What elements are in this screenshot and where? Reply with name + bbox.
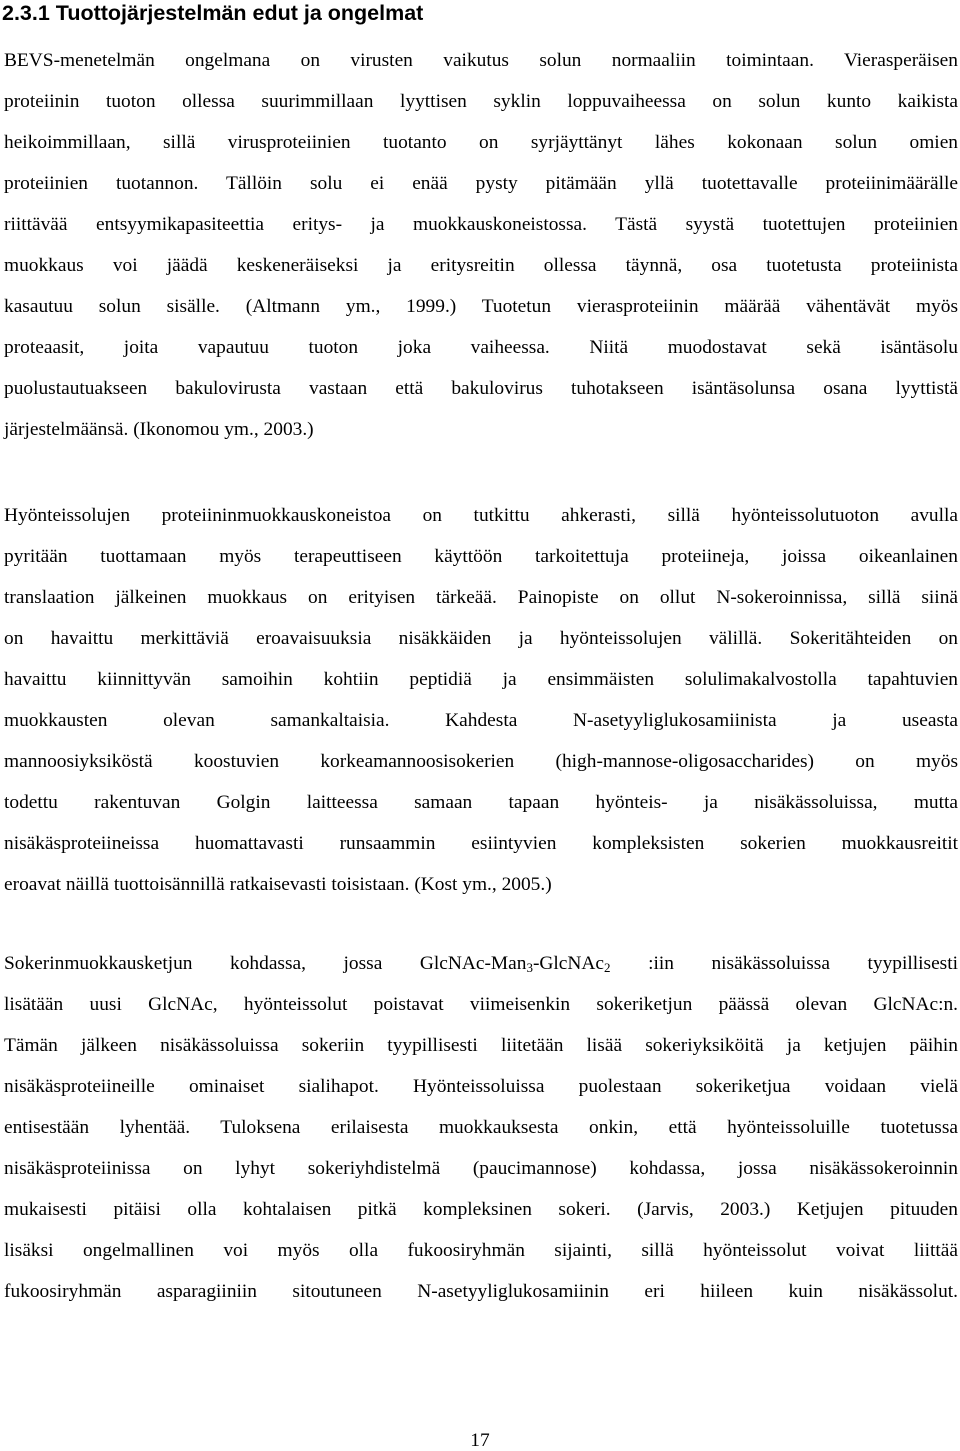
text-line: riittävää entsyymikapasiteettia eritys- ja muokkauskoneistossa. Tästä syystä tuotettujen proteiinien	[4, 214, 958, 235]
text-line: fukoosiryhmän asparagiiniin sitoutuneen N-asetyyliglukosamiinin eri hiileen kuin nisäkässolut.	[4, 1281, 958, 1302]
page-number: 17	[470, 1430, 490, 1451]
text-line: eroavat näillä tuottoisännillä ratkaisevasti toisistaan. (Kost ym., 2005.)	[4, 874, 552, 895]
text-line: entisestään lyhentää. Tuloksena erilaisesta muokkauksesta onkin, että hyönteissoluille tuotetussa	[4, 1117, 958, 1138]
section-heading: 2.3.1 Tuottojärjestelmän edut ja ongelmat	[2, 1, 424, 25]
subscript: 3	[526, 960, 533, 975]
text-line: nisäkäsproteiineille ominaiset sialihapot. Hyönteissoluissa puolestaan sokeriketjua voidaan vielä	[4, 1076, 958, 1097]
text-line: proteaasit, joita vapautuu tuoton joka vaiheessa. Niitä muodostavat sekä isäntäsolu	[4, 337, 958, 358]
text-line: muokkaus voi jäädä keskeneräiseksi ja eritysreitin ollessa täynnä, osa tuotetusta proteiinista	[4, 255, 958, 276]
text-line: mannoosiyksiköstä koostuvien korkeamannoosisokerien (high-mannose-oligosaccharides) on myös	[4, 751, 958, 772]
subscript: 2	[604, 960, 611, 975]
text-line: nisäkäsproteiineissa huomattavasti runsaammin esiintyvien kompleksisten sokerien muokkausreitit	[4, 833, 958, 854]
text-line: havaittu kiinnittyvän samoihin kohtiin peptidiä ja ensimmäisten solulimakalvostolla tapahtuvien	[4, 669, 958, 690]
text-line: puolustautuakseen bakulovirusta vastaan että bakulovirus tuhotakseen isäntäsolunsa osana lyyttistä	[4, 378, 958, 399]
text-line: kasautuu solun sisälle. (Altmann ym., 1999.) Tuotetun vierasproteiinin määrää vähentävät myös	[4, 296, 958, 317]
text-segment: :iin nisäkässoluissa tyypillisesti	[610, 953, 958, 974]
text-line	[4, 943, 958, 984]
text-line: järjestelmäänsä. (Ikonomou ym., 2003.)	[4, 419, 314, 440]
text-line: Tämän jälkeen nisäkässoluissa sokeriin tyypillisesti liitetään lisää sokeriyksiköitä ja ketjujen päihin	[4, 1035, 958, 1056]
text-line: heikoimmillaan, sillä virusproteiinien tuotanto on syrjäyttänyt lähes kokonaan solun omien	[4, 132, 958, 153]
paragraph-protein-modification	[4, 495, 958, 905]
text-line: lisäksi ongelmallinen voi myös olla fukoosiryhmän sijainti, sillä hyönteissolut voivat liittää	[4, 1240, 958, 1261]
text-line: proteiinin tuoton ollessa suurimmillaan lyyttisen syklin loppuvaiheessa on solun kunto kaikista	[4, 91, 958, 112]
text-segment: -GlcNAc	[532, 953, 605, 974]
paragraph-sugar-chain	[4, 943, 958, 1312]
text-line: pyritään tuottamaan myös terapeuttiseen käyttöön tarkoitettuja proteiineja, joissa oikeanlainen	[4, 546, 958, 567]
text-line: muokkausten olevan samankaltaisia. Kahdesta N-asetyyliglukosamiinista ja useasta	[4, 710, 958, 731]
text-line: lisätään uusi GlcNAc, hyönteissolut poistavat viimeisenkin sokeriketjun päässä olevan GlcNAc:n.	[4, 994, 958, 1015]
text-line: todettu rakentuvan Golgin laitteessa samaan tapaan hyönteis- ja nisäkässoluissa, mutta	[4, 792, 958, 813]
text-line: proteiinien tuotannon. Tällöin solu ei enää pysty pitämään yllä tuotettavalle proteiinimäärälle	[4, 173, 958, 194]
text-segment: Sokerinmuokkausketjun kohdassa, jossa GlcNAc-Man	[4, 953, 527, 974]
text-line: translaation jälkeinen muokkaus on erityisen tärkeää. Painopiste on ollut N-sokeroinnissa, sillä siinä	[4, 587, 958, 608]
paragraph-production-problems	[4, 40, 958, 450]
text-line: mukaisesti pitäisi olla kohtalaisen pitkä kompleksinen sokeri. (Jarvis, 2003.) Ketjujen pituuden	[4, 1199, 958, 1220]
text-line: Hyönteissolujen proteiininmuokkauskoneistoa on tutkittu ahkerasti, sillä hyönteissolutuoton avulla	[4, 505, 958, 526]
text-line: nisäkäsproteiinissa on lyhyt sokeriyhdistelmä (paucimannose) kohdassa, jossa nisäkässokeroinnin	[4, 1158, 958, 1179]
text-line: on havaittu merkittäviä eroavaisuuksia nisäkkäiden ja hyönteissolujen välillä. Sokeritähteiden on	[4, 628, 958, 649]
text-line: BEVS-menetelmän ongelmana on virusten vaikutus solun normaaliin toimintaan. Vierasperäisen	[4, 50, 958, 71]
